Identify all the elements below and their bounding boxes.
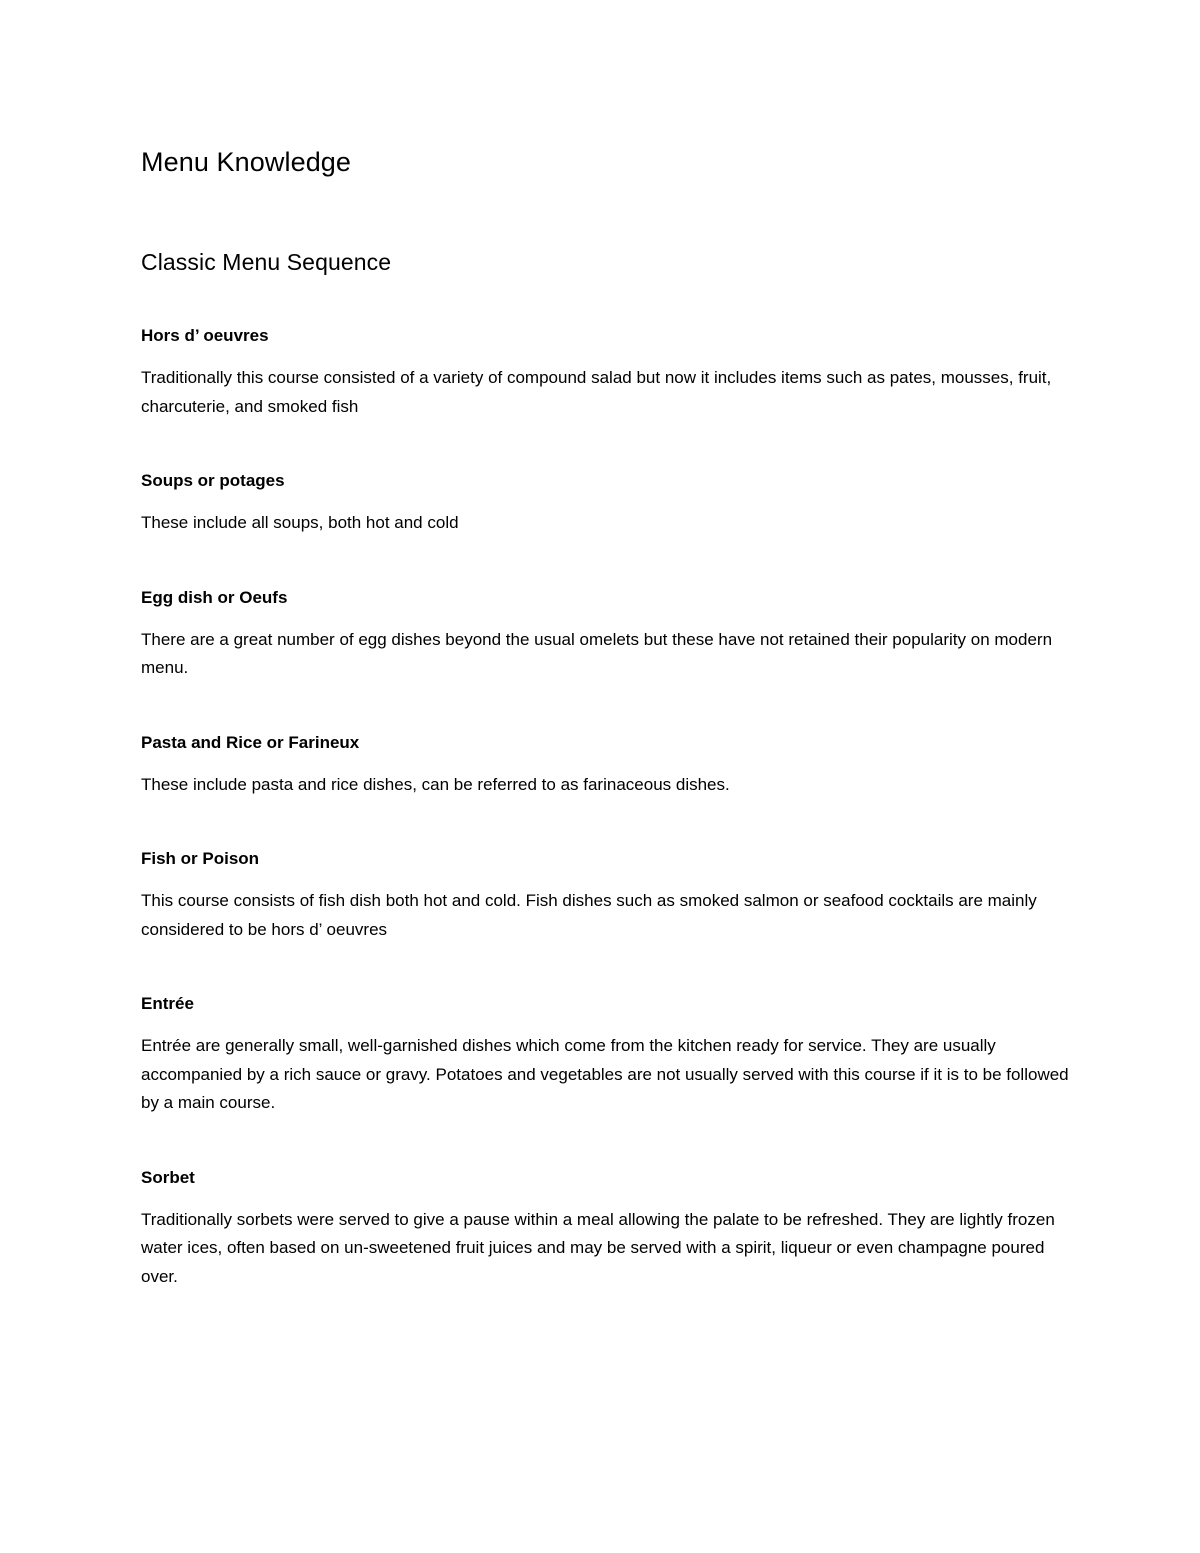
section-soups xyxy=(141,469,1071,538)
section-fish xyxy=(141,847,1071,944)
section-body: Traditionally sorbets were served to give a pause within a meal allowing the palate to be refreshed. They are lightly frozen water ices, often based on un-sweetened fruit juices and may be served with a spirit, liqueur or even champagne poured over. xyxy=(141,1209,1055,1286)
document-subtitle: Classic Menu Sequence xyxy=(141,249,392,275)
section-body: Traditionally this course consisted of a variety of compound salad but now it includes items such as pates, mousses, fruit, charcuterie, and smoked fish xyxy=(141,368,1052,416)
section-heading: Pasta and Rice or Farineux xyxy=(141,732,360,752)
section-hors-doeuvres xyxy=(141,324,1071,421)
course-sections xyxy=(141,324,1071,1291)
section-entree xyxy=(141,992,1071,1118)
section-heading: Sorbet xyxy=(141,1167,195,1187)
document-title: Menu Knowledge xyxy=(141,147,352,177)
section-egg-dish xyxy=(141,586,1071,683)
section-body: There are a great number of egg dishes beyond the usual omelets but these have not retained their popularity on modern menu. xyxy=(141,629,1053,677)
section-body: This course consists of fish dish both hot and cold. Fish dishes such as smoked salmon or seafood cocktails are mainly considered to be hors d’ oeuvres xyxy=(141,891,1037,939)
section-heading: Egg dish or Oeufs xyxy=(141,587,288,607)
section-heading: Soups or potages xyxy=(141,471,285,490)
section-heading: Fish or Poison xyxy=(141,849,260,868)
section-pasta-rice xyxy=(141,731,1071,800)
section-sorbet xyxy=(141,1166,1071,1292)
section-body: These include pasta and rice dishes, can be referred to as farinaceous dishes. xyxy=(141,774,730,794)
section-body: Entrée are generally small, well-garnished dishes which come from the kitchen ready for service. They are usually accompanied by a rich sauce or gravy. Potatoes and vegetables are not usually served with this course if it is to be followed by a main course. xyxy=(141,1036,1069,1112)
section-body: These include all soups, both hot and cold xyxy=(141,513,459,532)
section-heading: Entrée xyxy=(141,994,194,1013)
section-heading: Hors d’ oeuvres xyxy=(141,326,269,345)
document-content xyxy=(141,144,1071,1339)
